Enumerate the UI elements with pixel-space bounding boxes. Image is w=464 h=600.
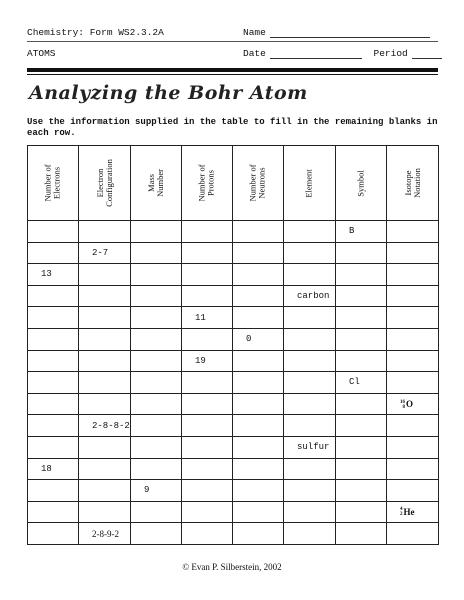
table-cell[interactable] — [284, 264, 336, 286]
col-header-isotope — [387, 146, 439, 221]
course-form-label: Chemistry: Form WS2.3.2A — [27, 27, 164, 38]
table-cell[interactable] — [131, 307, 182, 329]
table-cell[interactable] — [131, 264, 182, 286]
table-cell[interactable] — [387, 285, 439, 307]
table-cell[interactable] — [131, 436, 182, 458]
header-divider — [27, 41, 438, 42]
table-cell[interactable] — [79, 285, 131, 307]
cell-value: 11 — [195, 312, 206, 323]
cell-value: 19 — [195, 355, 206, 366]
table-cell[interactable] — [284, 415, 336, 437]
table-cell[interactable] — [182, 501, 233, 523]
table-cell[interactable] — [387, 458, 439, 480]
table-cell[interactable] — [284, 307, 336, 329]
table-cell[interactable] — [387, 436, 439, 458]
table-cell[interactable] — [28, 436, 79, 458]
table-cell[interactable] — [284, 350, 336, 372]
table-cell[interactable] — [336, 372, 387, 394]
table-cell[interactable] — [336, 285, 387, 307]
table-cell[interactable] — [79, 328, 131, 350]
unit-label: ATOMS — [27, 48, 56, 59]
table-cell[interactable] — [131, 242, 182, 264]
table-row — [28, 523, 439, 545]
name-blank[interactable] — [270, 27, 430, 38]
table-cell[interactable] — [28, 350, 79, 372]
table-cell[interactable] — [284, 242, 336, 264]
name-field — [243, 27, 430, 38]
table-cell[interactable] — [336, 480, 387, 502]
table-row — [28, 285, 439, 307]
table-cell[interactable] — [233, 458, 284, 480]
cell-value: B — [349, 226, 355, 237]
table-cell[interactable] — [233, 480, 284, 502]
table-row — [28, 242, 439, 264]
table-cell[interactable] — [336, 415, 387, 437]
cell-value: sulfur — [297, 442, 330, 453]
table-row — [28, 221, 439, 243]
table-cell[interactable] — [387, 307, 439, 329]
table-cell[interactable] — [28, 501, 79, 523]
col-header-configuration — [79, 146, 131, 221]
table-cell[interactable] — [79, 393, 131, 415]
table-body — [28, 221, 439, 545]
cell-value: 2-8-9-2 — [92, 528, 119, 539]
isotope-mass-number: 4 — [400, 507, 403, 513]
table-cell[interactable] — [233, 285, 284, 307]
table-cell[interactable] — [28, 523, 79, 545]
table-cell[interactable] — [336, 393, 387, 415]
table-cell[interactable] — [284, 523, 336, 545]
table-cell[interactable] — [28, 480, 79, 502]
cell-value: 18 — [41, 463, 52, 474]
table-cell[interactable] — [79, 264, 131, 286]
table-cell[interactable] — [233, 242, 284, 264]
header-row — [28, 146, 439, 221]
table-cell[interactable] — [387, 393, 439, 415]
cell-value: carbon — [297, 291, 330, 302]
table-cell[interactable] — [79, 221, 131, 243]
table-cell[interactable] — [79, 307, 131, 329]
table-cell[interactable] — [387, 480, 439, 502]
table-cell[interactable] — [284, 328, 336, 350]
table-cell[interactable] — [336, 328, 387, 350]
table-row — [28, 458, 439, 480]
isotope-atomic-number: 2 — [400, 512, 403, 518]
isotope-symbol: He — [403, 506, 415, 517]
table-cell[interactable] — [284, 458, 336, 480]
table-cell[interactable] — [131, 501, 182, 523]
table-cell[interactable] — [28, 328, 79, 350]
table-cell[interactable] — [336, 436, 387, 458]
isotope-numbers — [400, 400, 405, 410]
table-cell[interactable] — [131, 415, 182, 437]
name-label: Name — [243, 27, 266, 38]
table-cell[interactable] — [79, 436, 131, 458]
cell-value: 2-8-8-2 — [92, 420, 130, 431]
table-cell[interactable] — [131, 458, 182, 480]
col-label: Isotope Notation — [402, 168, 422, 198]
table-row — [28, 372, 439, 394]
table-cell[interactable] — [182, 523, 233, 545]
table-row — [28, 328, 439, 350]
table-cell[interactable] — [28, 415, 79, 437]
copyright-footer: © Evan P. Silberstein, 2002 — [182, 562, 282, 572]
table-cell[interactable] — [336, 221, 387, 243]
table-row — [28, 501, 439, 523]
table-cell[interactable] — [233, 221, 284, 243]
table-cell[interactable] — [182, 415, 233, 437]
table-cell[interactable] — [182, 242, 233, 264]
table-cell[interactable] — [182, 436, 233, 458]
table-cell[interactable] — [28, 393, 79, 415]
table-cell[interactable] — [387, 501, 439, 523]
table-cell[interactable] — [182, 480, 233, 502]
table-cell[interactable] — [79, 350, 131, 372]
atom-data-table — [27, 145, 439, 545]
table-row — [28, 350, 439, 372]
table-cell[interactable] — [284, 221, 336, 243]
table-cell[interactable] — [336, 501, 387, 523]
table-cell[interactable] — [284, 393, 336, 415]
table-cell[interactable] — [182, 372, 233, 394]
table-cell[interactable] — [28, 264, 79, 286]
date-blank[interactable] — [270, 48, 362, 59]
table-cell[interactable] — [79, 242, 131, 264]
col-label: Element — [303, 168, 314, 198]
table-cell[interactable] — [233, 328, 284, 350]
table-cell[interactable] — [131, 328, 182, 350]
table-cell[interactable] — [387, 415, 439, 437]
table-cell[interactable] — [28, 285, 79, 307]
col-header-element — [284, 146, 336, 221]
table-cell[interactable] — [284, 436, 336, 458]
worksheet-title: Analyzing the Bohr Atom — [29, 82, 308, 104]
table-cell[interactable] — [233, 415, 284, 437]
table-cell[interactable] — [387, 221, 439, 243]
table-cell[interactable] — [79, 458, 131, 480]
table-cell[interactable] — [182, 328, 233, 350]
period-label: Period — [373, 48, 408, 59]
table-cell[interactable] — [387, 328, 439, 350]
col-label: Symbol — [355, 169, 366, 197]
table-cell[interactable] — [233, 501, 284, 523]
table-cell[interactable] — [284, 285, 336, 307]
table-cell[interactable] — [336, 242, 387, 264]
table-cell[interactable] — [336, 264, 387, 286]
col-header-neutrons — [233, 146, 284, 221]
table-cell[interactable] — [79, 372, 131, 394]
table-cell[interactable] — [79, 501, 131, 523]
date-label: Date — [243, 48, 266, 59]
table-cell[interactable] — [182, 285, 233, 307]
col-label: Number of Protons — [197, 164, 216, 202]
table-cell[interactable] — [336, 523, 387, 545]
isotope-mass-number: 16 — [400, 399, 405, 405]
table-cell[interactable] — [182, 393, 233, 415]
table-cell[interactable] — [131, 523, 182, 545]
table-cell[interactable] — [233, 393, 284, 415]
table-cell[interactable] — [28, 242, 79, 264]
table-cell[interactable] — [131, 372, 182, 394]
col-label: Mass Number — [145, 169, 165, 197]
title-thin-rule — [27, 74, 438, 75]
cell-value: 2-7 — [92, 247, 109, 258]
table-cell[interactable] — [131, 350, 182, 372]
cell-value: 0 — [246, 334, 252, 345]
table-cell[interactable] — [131, 221, 182, 243]
col-label: Number of Electrons — [43, 164, 62, 202]
table-cell[interactable] — [233, 372, 284, 394]
table-cell[interactable] — [233, 307, 284, 329]
table-cell[interactable] — [336, 307, 387, 329]
table-cell[interactable] — [79, 415, 131, 437]
table-cell[interactable] — [79, 523, 131, 545]
table-cell[interactable] — [131, 393, 182, 415]
col-label: Number of Neutrons — [248, 164, 267, 202]
table-cell[interactable] — [336, 350, 387, 372]
table-cell[interactable] — [233, 523, 284, 545]
table-cell[interactable] — [28, 221, 79, 243]
table-cell[interactable] — [131, 285, 182, 307]
instructions-text: Use the information supplied in the table to fill in the remaining blanks in each row. — [27, 117, 438, 138]
col-label: Electron Configuration — [94, 159, 114, 207]
table-cell[interactable] — [28, 458, 79, 480]
table-cell[interactable] — [387, 264, 439, 286]
table-row — [28, 436, 439, 458]
table-cell[interactable] — [387, 372, 439, 394]
date-period-fields — [243, 48, 442, 59]
table-cell[interactable] — [182, 350, 233, 372]
table-cell[interactable] — [182, 307, 233, 329]
cell-value: 13 — [41, 269, 52, 280]
table-row — [28, 393, 439, 415]
table-row — [28, 307, 439, 329]
table-cell[interactable] — [233, 350, 284, 372]
title-thick-rule — [27, 68, 438, 72]
table-cell[interactable] — [182, 264, 233, 286]
table-cell[interactable] — [336, 458, 387, 480]
period-blank[interactable] — [412, 48, 442, 59]
col-header-mass-number — [131, 146, 182, 221]
table-cell[interactable] — [387, 242, 439, 264]
isotope-symbol: O — [406, 398, 414, 409]
table-row — [28, 480, 439, 502]
col-header-symbol — [336, 146, 387, 221]
cell-value: Cl — [349, 377, 360, 388]
isotope-numbers — [400, 507, 403, 517]
table-cell[interactable] — [131, 480, 182, 502]
cell-value: 9 — [144, 485, 150, 496]
col-header-protons — [182, 146, 233, 221]
table-cell[interactable] — [182, 221, 233, 243]
table-cell[interactable] — [284, 372, 336, 394]
table-cell[interactable] — [28, 307, 79, 329]
table-cell[interactable] — [233, 436, 284, 458]
table-cell[interactable] — [284, 501, 336, 523]
table-cell[interactable] — [387, 350, 439, 372]
table-cell[interactable] — [79, 480, 131, 502]
table-cell[interactable] — [28, 372, 79, 394]
table-row — [28, 264, 439, 286]
table-row — [28, 415, 439, 437]
isotope-atomic-number: 8 — [402, 404, 405, 410]
col-header-electrons — [28, 146, 79, 221]
table-cell[interactable] — [233, 264, 284, 286]
table-cell[interactable] — [387, 523, 439, 545]
table-cell[interactable] — [182, 458, 233, 480]
table-cell[interactable] — [284, 480, 336, 502]
